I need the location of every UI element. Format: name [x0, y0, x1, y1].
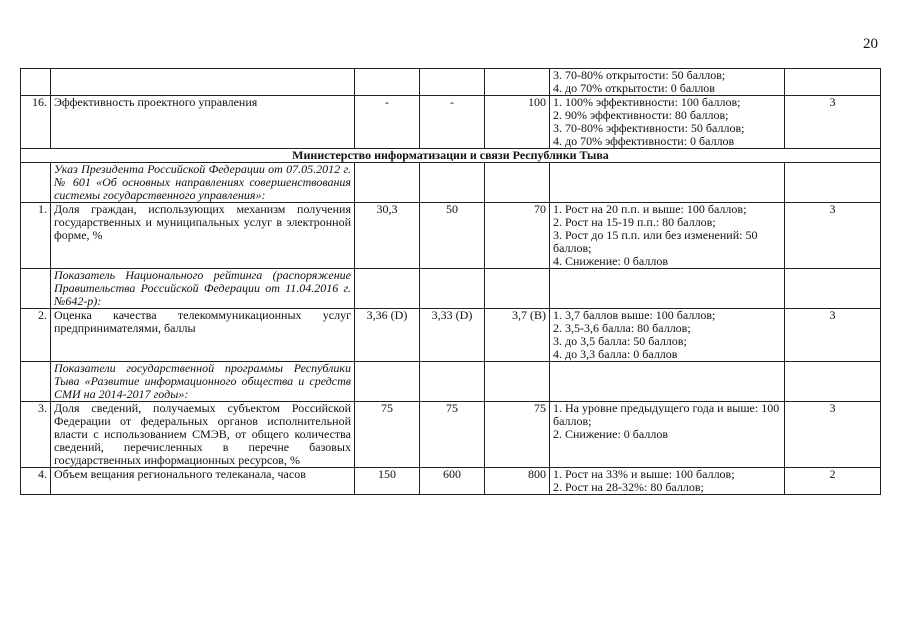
criteria-line: 3. 70-80% открытости: 50 баллов;	[553, 68, 726, 82]
criteria-line: 1. На уровне предыдущего года и выше: 100 баллов;	[553, 401, 780, 428]
indicator-name	[51, 69, 355, 96]
row-number: 1.	[21, 203, 51, 269]
indicators-table	[20, 68, 881, 495]
target-value: 800	[485, 468, 550, 495]
criteria-line: 1. Рост на 20 п.п. и выше: 100 баллов;	[553, 202, 747, 216]
criteria-line: 2. Рост на 15-19 п.п.: 80 баллов;	[553, 215, 716, 229]
base-value: 150	[355, 468, 420, 495]
decree-note: Указ Президента Российской Федерации от 07.05.2012 г. № 601 «Об основных направлениях совершенствования системы государственного управления»:	[51, 163, 355, 203]
criteria-cell	[550, 309, 785, 362]
criteria-line: 4. до 70% открытости: 0 баллов	[553, 81, 715, 95]
criteria-cell	[550, 203, 785, 269]
base-value: -	[355, 96, 420, 149]
target-value: 3,7 (B)	[485, 309, 550, 362]
base-value	[355, 69, 420, 96]
criteria-cell	[550, 402, 785, 468]
weight-value: 3	[785, 203, 881, 269]
value-2016: 75	[420, 402, 485, 468]
weight-value	[785, 69, 881, 96]
criteria-line: 2. Снижение: 0 баллов	[553, 427, 668, 441]
value-2016: 3,33 (D)	[420, 309, 485, 362]
target-value: 100	[485, 96, 550, 149]
note-row	[21, 163, 881, 203]
criteria-line: 2. 3,5-3,6 балла: 80 баллов;	[553, 321, 691, 335]
rating-note: Показатель Национального рейтинга (распоряжение Правительства Российской Федерации от 11.04.2016 г. №642-р):	[51, 269, 355, 309]
indicator-name: Доля граждан, использующих механизм получения государственных и муниципальных услуг в электронной форме, %	[51, 203, 355, 269]
criteria-line: 4. до 3,3 балла: 0 баллов	[553, 347, 678, 361]
criteria-line: 1. 3,7 баллов выше: 100 баллов;	[553, 308, 716, 322]
value-2016: 600	[420, 468, 485, 495]
criteria-line: 1. 100% эффективности: 100 баллов;	[553, 95, 741, 109]
value-2016: 50	[420, 203, 485, 269]
criteria-cell	[550, 468, 785, 495]
table-row	[21, 402, 881, 468]
value-2016: -	[420, 96, 485, 149]
target-value: 75	[485, 402, 550, 468]
criteria-line: 4. Снижение: 0 баллов	[553, 254, 668, 268]
row-number: 3.	[21, 402, 51, 468]
row-number	[21, 69, 51, 96]
criteria-line: 1. Рост на 33% и выше: 100 баллов;	[553, 467, 735, 481]
value-2016	[420, 69, 485, 96]
section-row	[21, 149, 881, 163]
criteria-line: 4. до 70% эффективности: 0 баллов	[553, 134, 735, 148]
table-row	[21, 96, 881, 149]
base-value: 3,36 (D)	[355, 309, 420, 362]
criteria-line: 3. до 3,5 балла: 50 баллов;	[553, 334, 687, 348]
target-value: 70	[485, 203, 550, 269]
criteria-cell	[550, 96, 785, 149]
indicator-name: Доля сведений, получаемых субъектом Российской Федерации от федеральных органов исполнительной власти с использованием СМЭВ, от общего количества сведений, перечисленных в перечне базовых государственных информационных ресурсов, %	[51, 402, 355, 468]
note-row	[21, 362, 881, 402]
criteria-cell	[550, 69, 785, 96]
base-value: 30,3	[355, 203, 420, 269]
criteria-line: 2. 90% эффективности: 80 баллов;	[553, 108, 729, 122]
indicator-name: Оценка качества телекоммуникационных услуг предпринимателями, баллы	[51, 309, 355, 362]
section-title: Министерство информатизации и связи Республики Тыва	[21, 149, 881, 163]
indicator-name: Эффективность проектного управления	[51, 96, 355, 149]
table-row	[21, 203, 881, 269]
note-row	[21, 269, 881, 309]
weight-value: 2	[785, 468, 881, 495]
base-value: 75	[355, 402, 420, 468]
row-number: 4.	[21, 468, 51, 495]
table-row	[21, 468, 881, 495]
weight-value: 3	[785, 96, 881, 149]
weight-value: 3	[785, 309, 881, 362]
target-value	[485, 69, 550, 96]
page-number: 20	[863, 36, 878, 52]
criteria-line: 3. 70-80% эффективности: 50 баллов;	[553, 121, 745, 135]
weight-value: 3	[785, 402, 881, 468]
row-number: 2.	[21, 309, 51, 362]
program-note: Показатели государственной программы Республики Тыва «Развитие информационного общества и средств СМИ на 2014-2017 годы»:	[51, 362, 355, 402]
criteria-line: 2. Рост на 28-32%: 80 баллов;	[553, 480, 704, 494]
indicator-name: Объем вещания регионального телеканала, часов	[51, 468, 355, 495]
criteria-line: 3. Рост до 15 п.п. или без изменений: 50 баллов;	[553, 228, 758, 255]
table-row	[21, 69, 881, 96]
row-number: 16.	[21, 96, 51, 149]
table-row	[21, 309, 881, 362]
